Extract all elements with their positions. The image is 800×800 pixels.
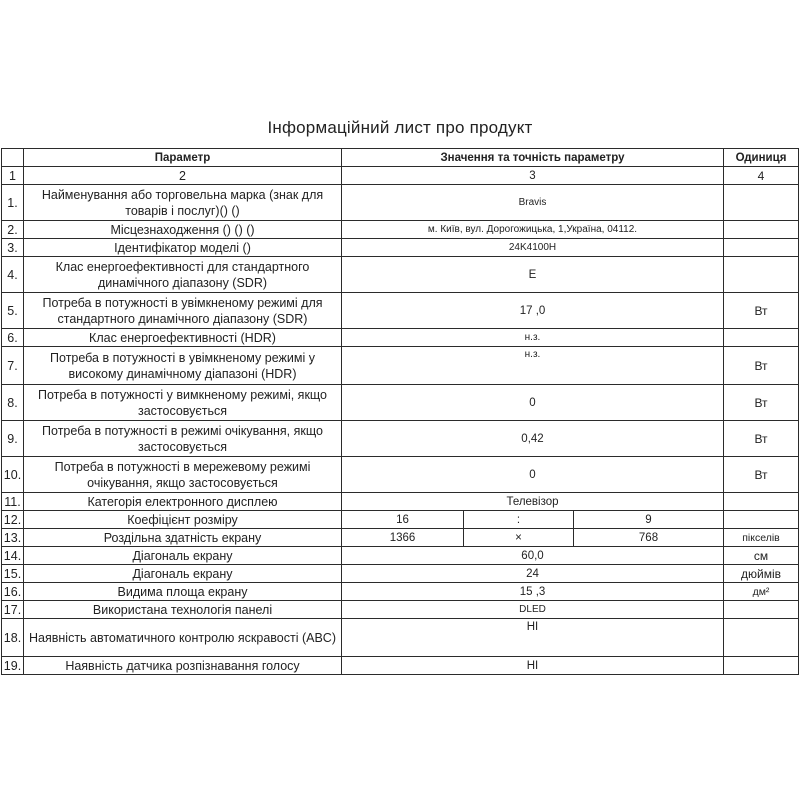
row-value-b: 768: [574, 529, 724, 547]
header-parameter: Параметр: [24, 149, 342, 167]
row-unit: [724, 329, 799, 347]
row-parameter: Потреба в потужності в увімкненому режимі у високому динамічному діапазоні (HDR): [24, 347, 342, 385]
table-row: [2, 619, 799, 657]
row-value: E: [342, 257, 724, 293]
table-row: [2, 347, 799, 385]
table-row: [2, 257, 799, 293]
row-parameter: Категорія електронного дисплею: [24, 493, 342, 511]
row-value-a: 1366: [342, 529, 464, 547]
row-unit: [724, 619, 799, 657]
table-row: [2, 293, 799, 329]
row-number: 7.: [2, 347, 24, 385]
row-unit: Вт: [724, 347, 799, 385]
table-row: [2, 547, 799, 565]
row-number: 16.: [2, 583, 24, 601]
row-unit: пікселів: [724, 529, 799, 547]
row-value: н.з.: [342, 347, 724, 385]
row-value: НІ: [342, 619, 724, 657]
index-cell: 4: [724, 167, 799, 185]
row-unit: Вт: [724, 421, 799, 457]
row-parameter: Найменування або торговельна марка (знак для товарів і послуг)() (): [24, 185, 342, 221]
row-value: 0,42: [342, 421, 724, 457]
row-parameter: Використана технологія панелі: [24, 601, 342, 619]
row-value: НІ: [342, 657, 724, 675]
page-title: Інформаційний лист про продукт: [267, 118, 533, 137]
row-value: н.з.: [342, 329, 724, 347]
table-row: [2, 185, 799, 221]
table-row: [2, 457, 799, 493]
table-row: [2, 221, 799, 239]
row-value-separator: ×: [464, 529, 574, 547]
row-number: 10.: [2, 457, 24, 493]
row-number: 18.: [2, 619, 24, 657]
row-number: 6.: [2, 329, 24, 347]
row-number: 15.: [2, 565, 24, 583]
row-value-a: 16: [342, 511, 464, 529]
product-info-table: [1, 148, 799, 675]
row-number: 13.: [2, 529, 24, 547]
table-row: [2, 657, 799, 675]
row-parameter: Потреба в потужності в мережевому режимі очікування, якщо застосовується: [24, 457, 342, 493]
table-row: [2, 601, 799, 619]
row-value: Bravis: [342, 185, 724, 221]
row-number: 12.: [2, 511, 24, 529]
row-value: DLED: [342, 601, 724, 619]
table-row: [2, 239, 799, 257]
row-number: 5.: [2, 293, 24, 329]
row-value: 0: [342, 457, 724, 493]
table-row: [2, 529, 799, 547]
row-value: 24: [342, 565, 724, 583]
table-row: [2, 511, 799, 529]
index-cell: 2: [24, 167, 342, 185]
header-value: Значення та точність параметру: [342, 149, 724, 167]
header-unit: Одиниця: [724, 149, 799, 167]
row-number: 2.: [2, 221, 24, 239]
table-row: [2, 565, 799, 583]
table-row: [2, 493, 799, 511]
row-unit: дм²: [724, 583, 799, 601]
row-parameter: Клас енергоефективності (HDR): [24, 329, 342, 347]
row-number: 11.: [2, 493, 24, 511]
row-parameter: Коефіцієнт розміру: [24, 511, 342, 529]
table-row: [2, 385, 799, 421]
row-number: 8.: [2, 385, 24, 421]
row-number: 4.: [2, 257, 24, 293]
row-unit: Вт: [724, 457, 799, 493]
row-unit: дюймів: [724, 565, 799, 583]
row-parameter: Наявність датчика розпізнавання голосу: [24, 657, 342, 675]
row-parameter: Наявність автоматичного контролю яскравості (ABC): [24, 619, 342, 657]
row-unit: [724, 257, 799, 293]
row-unit: [724, 493, 799, 511]
row-parameter: Ідентифікатор моделі (): [24, 239, 342, 257]
row-number: 3.: [2, 239, 24, 257]
row-parameter: Роздільна здатність екрану: [24, 529, 342, 547]
row-parameter: Діагональ екрану: [24, 547, 342, 565]
index-cell: 1: [2, 167, 24, 185]
row-parameter: Потреба в потужності в режимі очікування, якщо застосовується: [24, 421, 342, 457]
row-unit: [724, 239, 799, 257]
table-row: [2, 583, 799, 601]
row-number: 1.: [2, 185, 24, 221]
row-value-separator: :: [464, 511, 574, 529]
row-unit: [724, 657, 799, 675]
row-parameter: Потреба в потужності у вимкненому режимі, якщо застосовується: [24, 385, 342, 421]
row-value: 15 ,3: [342, 583, 724, 601]
row-value: 24K4100H: [342, 239, 724, 257]
row-parameter: Клас енергоефективності для стандартного динамічного діапазону (SDR): [24, 257, 342, 293]
row-parameter: Потреба в потужності в увімкненому режимі для стандартного динамічного діапазону (SDR): [24, 293, 342, 329]
index-cell: 3: [342, 167, 724, 185]
row-unit: см: [724, 547, 799, 565]
row-value: м. Київ, вул. Дорогожицька, 1,Україна, 04112.: [342, 221, 724, 239]
row-unit: [724, 185, 799, 221]
row-unit: [724, 511, 799, 529]
row-value: 17 ,0: [342, 293, 724, 329]
row-value-b: 9: [574, 511, 724, 529]
row-number: 17.: [2, 601, 24, 619]
index-row: [2, 167, 799, 185]
row-value: 0: [342, 385, 724, 421]
row-unit: [724, 601, 799, 619]
row-parameter: Діагональ екрану: [24, 565, 342, 583]
row-unit: Вт: [724, 293, 799, 329]
table-header-row: [2, 149, 799, 167]
row-unit: [724, 221, 799, 239]
row-parameter: Видима площа екрану: [24, 583, 342, 601]
row-value: Телевізор: [342, 493, 724, 511]
row-number: 14.: [2, 547, 24, 565]
row-parameter: Місцезнаходження () () (): [24, 221, 342, 239]
row-unit: Вт: [724, 385, 799, 421]
row-number: 19.: [2, 657, 24, 675]
table-row: [2, 329, 799, 347]
table-row: [2, 421, 799, 457]
row-value: 60,0: [342, 547, 724, 565]
row-number: 9.: [2, 421, 24, 457]
header-number: [2, 149, 24, 167]
